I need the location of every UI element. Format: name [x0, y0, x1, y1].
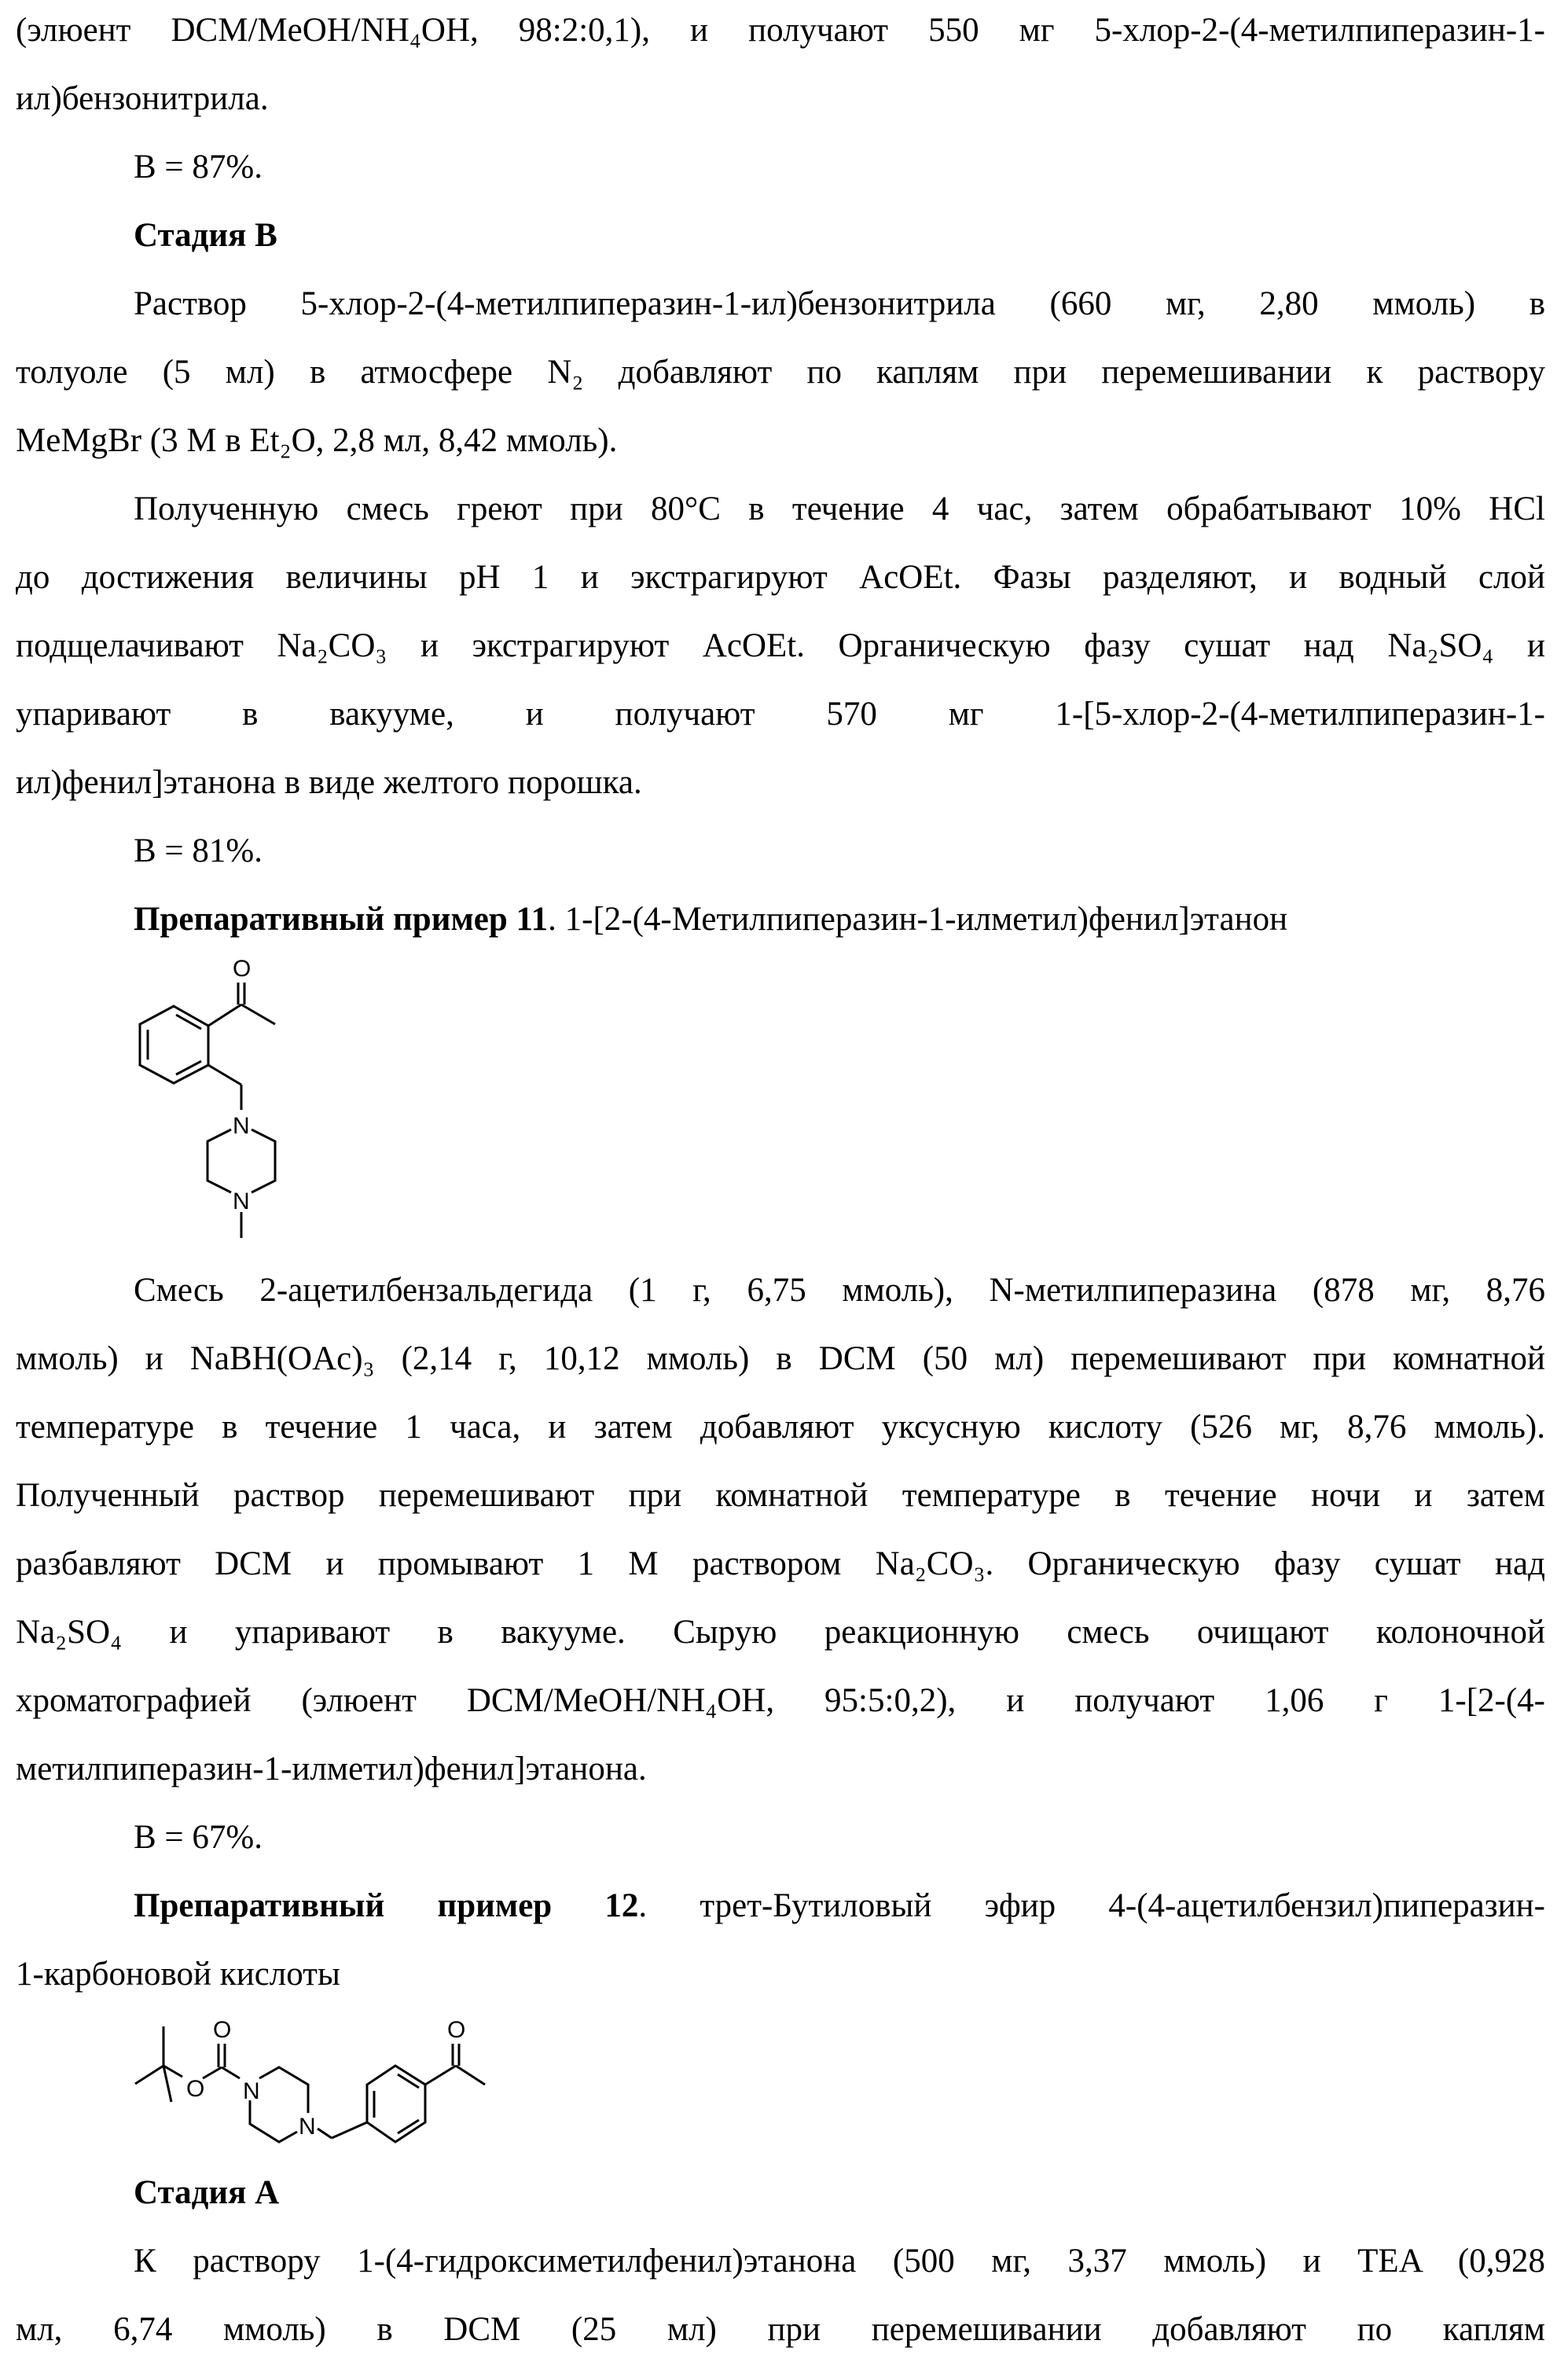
stage-heading: Стадия А	[16, 2158, 1545, 2227]
text-line: ил)бензонитрила.	[16, 64, 1545, 133]
text-line: Раствор 5-хлор-2-(4-метилпиперазин-1-ил)бензонитрила (660 мг, 2,80 ммоль) в	[16, 270, 1545, 338]
svg-text:N: N	[243, 2078, 260, 2104]
svg-text:O: O	[213, 2017, 231, 2043]
text-line: разбавляют DCM и промывают 1 M раствором Na₂CO₃. Органическую фазу сушат над	[16, 1530, 1545, 1598]
text-line: ммоль) и NaBH(OAc)₃ (2,14 г, 10,12 ммоль) в DCM (50 мл) перемешивают при комнатной	[16, 1324, 1545, 1393]
yield-text: В = 67%.	[16, 1803, 1545, 1872]
example-heading	[16, 1872, 1545, 1940]
text-line: К раствору 1-(4-гидроксиметилфенил)этанона (500 мг, 3,37 ммоль) и TEA (0,928	[16, 2227, 1545, 2295]
stage-heading: Стадия В	[16, 201, 1545, 270]
text-line: Смесь 2-ацетилбензальдегида (1 г, 6,75 ммоль), N-метилпиперазина (878 мг, 8,76	[16, 1256, 1545, 1324]
text-line: хроматографией (элюент DCM/MeOH/NH₄OH, 95:5:0,2), и получают 1,06 г 1-[2-(4-	[16, 1666, 1545, 1735]
text-line: до достижения величины pH 1 и экстрагируют AcOEt. Фазы разделяют, и водный слой	[16, 543, 1545, 612]
text-line: Полученную смесь греют при 80°C в течение 4 час, затем обрабатывают 10% HCl	[16, 475, 1545, 543]
yield-text: В = 87%.	[16, 133, 1545, 201]
text-line: подщелачивают Na₂CO₃ и экстрагируют AcOEt. Органическую фазу сушат над Na₂SO₄ и	[16, 612, 1545, 680]
text-line: мл, 6,74 ммоль) в DCM (25 мл) при перемешивании добавляют по каплям	[16, 2295, 1545, 2364]
chemical-structure-2	[16, 2008, 1545, 2158]
document-page	[16, 0, 1545, 2364]
text-line: Na₂SO₄ и упаривают в вакууме. Сырую реакционную смесь очищают колоночной	[16, 1598, 1545, 1666]
svg-text:N: N	[233, 1189, 250, 1214]
svg-text:N: N	[299, 2114, 316, 2140]
text-line: толуоле (5 мл) в атмосфере N₂ добавляют по каплям при перемешивании к раствору	[16, 338, 1545, 406]
text-line: MeMgBr (3 M в Et₂O, 2,8 мл, 8,42 ммоль).	[16, 406, 1545, 475]
svg-text:O: O	[233, 956, 251, 982]
svg-text:N: N	[233, 1113, 250, 1139]
text-line: метилпиперазин-1-илметил)фенил]этанона.	[16, 1735, 1545, 1803]
svg-text:O: O	[447, 2017, 465, 2043]
text-line: температуре в течение 1 часа, и затем добавляют уксусную кислоту (526 мг, 8,76 ммоль).	[16, 1393, 1545, 1461]
text-line: упаривают в вакууме, и получают 570 мг 1-[5-хлор-2-(4-метилпиперазин-1-	[16, 680, 1545, 748]
text-line: (элюент DCM/MeOH/NH₄OH, 98:2:0,1), и получают 550 мг 5-хлор-2-(4-метилпиперазин-1-	[16, 0, 1545, 64]
text-line: Полученный раствор перемешивают при комнатной температуре в течение ночи и затем	[16, 1461, 1545, 1530]
example-title: . 1-[2-(4-Метилпиперазин-1-илметил)фенил]этанон	[548, 901, 1287, 938]
yield-text: В = 81%.	[16, 817, 1545, 885]
example-label: Препаративный пример 11	[134, 901, 548, 938]
example-title: . трет-Бутиловый эфир 4-(4-ацетилбензил)пиперазин-	[638, 1887, 1545, 1924]
text-line: ил)фенил]этанона в виде желтого порошка.	[16, 748, 1545, 817]
example-title-cont: 1-карбоновой кислоты	[16, 1940, 1545, 2008]
example-heading	[16, 885, 1545, 953]
chemical-structure-1	[16, 953, 1545, 1256]
example-label: Препаративный пример 12	[134, 1887, 638, 1924]
svg-text:O: O	[186, 2076, 204, 2102]
